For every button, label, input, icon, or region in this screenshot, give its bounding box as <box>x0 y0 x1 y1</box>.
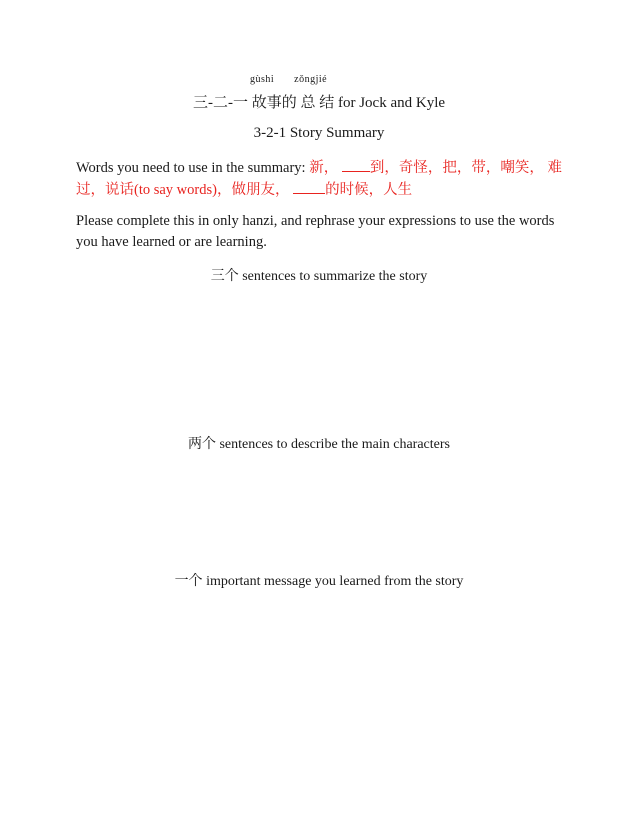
page-title <box>0 91 638 112</box>
prompt-three-count: 三个 <box>210 269 239 284</box>
pinyin-zongjie: zǒngjié <box>294 74 328 85</box>
prompt-one-count: 一个 <box>174 574 203 589</box>
prompt-one-message <box>0 570 638 590</box>
title-chinese: 三-二-一 故事的 总 结 <box>192 95 335 111</box>
pinyin-annotation <box>250 74 327 85</box>
prompt-three-sentences <box>0 265 638 285</box>
vocab-words-group-2: 难过，说话(to say words)，做朋友， <box>76 160 562 198</box>
prompt-two-sentences <box>0 433 638 453</box>
prompt-two-text: sentences to describe the main characters <box>215 437 450 452</box>
vocab-words-group-3: 的时候，人生 <box>325 182 413 198</box>
vocab-intro: Words you need to use in the summary: <box>76 160 310 176</box>
vocab-blank-2 <box>293 181 325 194</box>
pinyin-gushi: gùshi <box>250 74 275 85</box>
title-english: for Jock and Kyle <box>337 95 446 111</box>
vocab-words-group-1: 到，奇怪，把，带，嘲笑， <box>369 160 544 176</box>
vocab-blank-1 <box>342 159 370 172</box>
prompt-one-text: important message you learned from the story <box>202 574 464 589</box>
prompt-three-text: sentences to summarize the story <box>238 269 428 284</box>
page-subtitle: 3-2-1 Story Summary <box>253 125 385 141</box>
prompt-two-count: 两个 <box>187 437 216 452</box>
vocab-list <box>76 157 566 201</box>
vocab-word-xin: 新， <box>309 160 339 176</box>
instructions-text: Please complete this in only hanzi, and rephrase your expressions to use the words you have learned or are learning. <box>76 213 555 250</box>
